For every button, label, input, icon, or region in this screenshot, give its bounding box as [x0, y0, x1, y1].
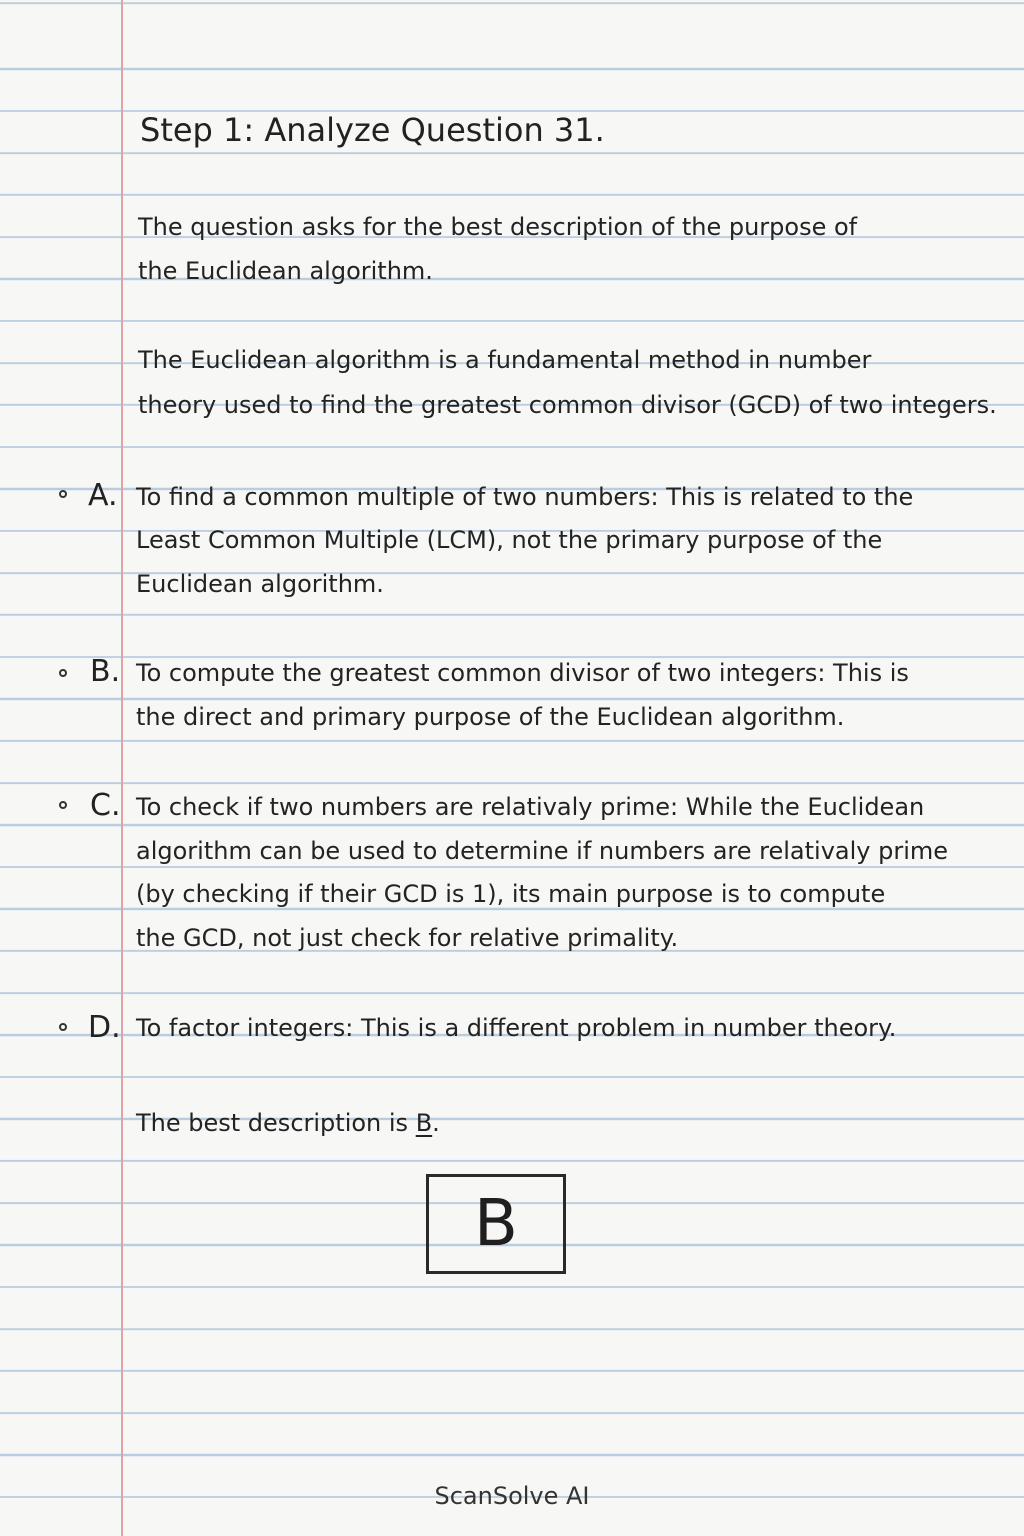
boxed-answer-letter: B — [474, 1187, 518, 1261]
option-a-line-2: Least Common Multiple (LCM), not the primary purpose of the — [136, 526, 883, 554]
option-b-line-1: To compute the greatest common divisor of two integers: This is — [136, 659, 909, 687]
option-c-line-4: the GCD, not just check for relative primality. — [136, 924, 679, 952]
footer-brand: ScanSolve AI — [434, 1482, 590, 1510]
conclusion-line — [136, 1101, 440, 1145]
bullet-dot — [59, 801, 67, 809]
intro-line-2: the Euclidean algorithm. — [138, 257, 433, 285]
boxed-answer — [426, 1174, 566, 1274]
bullet-dot — [59, 669, 67, 677]
option-letter-d: D. — [88, 1010, 121, 1045]
option-b-line-2: the direct and primary purpose of the Euclidean algorithm. — [136, 703, 845, 731]
option-c-line-2: algorithm can be used to determine if numbers are relativaly prime — [136, 837, 949, 865]
intro-line-1: The question asks for the best description of the purpose of — [138, 213, 858, 241]
option-c-line-3: (by checking if their GCD is 1), its main purpose is to compute — [136, 880, 886, 908]
option-a-line-1: To find a common multiple of two numbers: This is related to the — [136, 483, 914, 511]
option-d-line-1: To factor integers: This is a different problem in number theory. — [136, 1014, 897, 1042]
conclusion-suffix: . — [432, 1109, 440, 1137]
step-title: Step 1: Analyze Question 31. — [140, 111, 605, 149]
conclusion-answer: B — [415, 1109, 433, 1137]
context-line-1: The Euclidean algorithm is a fundamental method in number — [138, 346, 872, 374]
bullet-dot — [59, 490, 67, 498]
option-letter-c: C. — [90, 788, 121, 823]
context-line-2: theory used to find the greatest common divisor (GCD) of two integers. — [138, 391, 997, 419]
conclusion-prefix: The best description is — [136, 1109, 409, 1137]
option-letter-b: B. — [90, 654, 121, 689]
margin-line — [121, 0, 123, 1536]
option-a-line-3: Euclidean algorithm. — [136, 570, 384, 598]
option-letter-a: A. — [88, 478, 118, 513]
bullet-dot — [59, 1023, 67, 1031]
option-c-line-1: To check if two numbers are relativaly prime: While the Euclidean — [136, 793, 925, 821]
